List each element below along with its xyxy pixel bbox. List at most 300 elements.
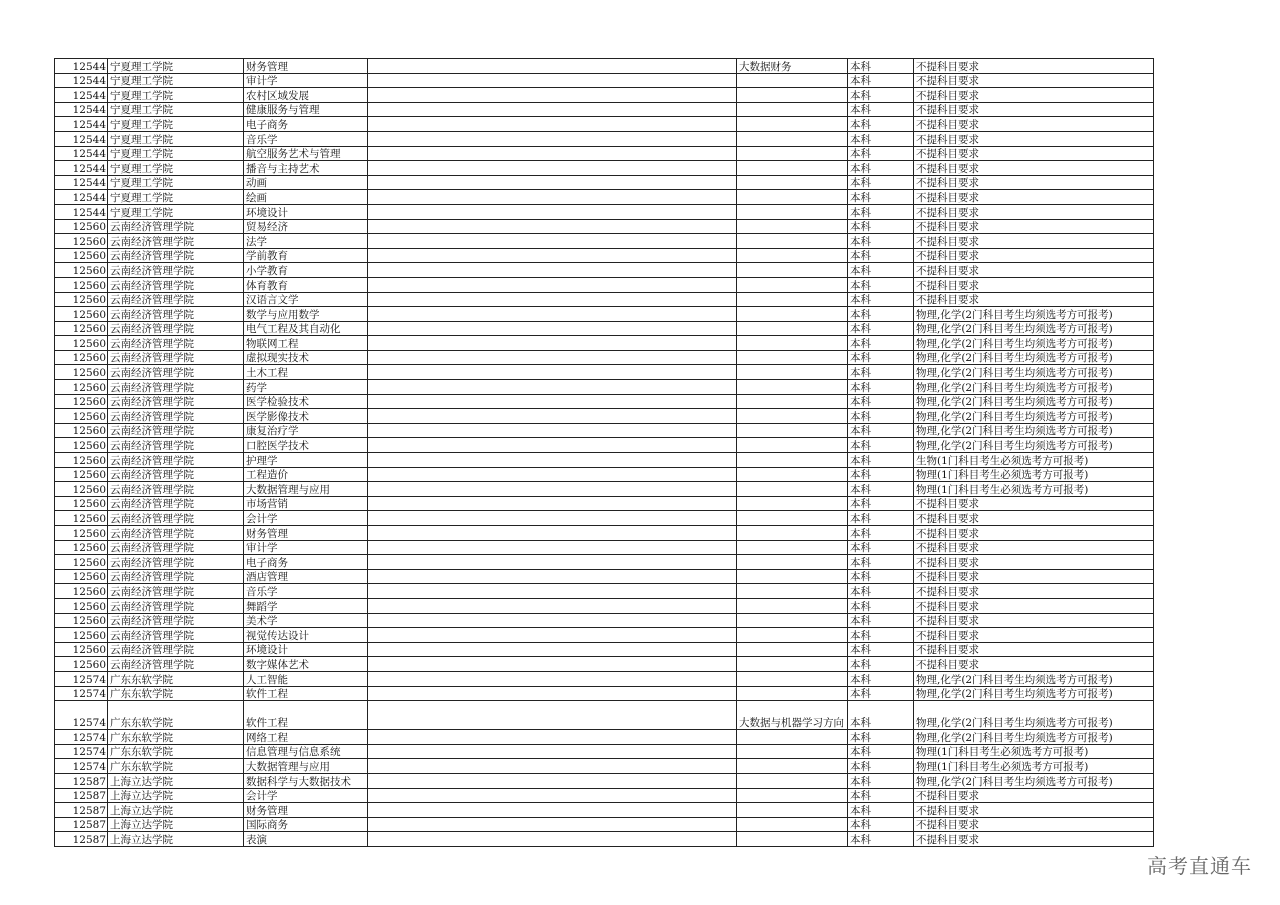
level-cell: 本科 xyxy=(848,350,914,365)
school-name-cell: 云南经济管理学院 xyxy=(108,467,244,482)
major-name-cell: 酒店管理 xyxy=(244,569,368,584)
subject-requirement-cell: 物理,化学(2门科目考生均须选考方可报考) xyxy=(914,773,1154,788)
direction-cell xyxy=(737,657,848,672)
major-name-cell: 口腔医学技术 xyxy=(244,438,368,453)
table-row xyxy=(55,234,1154,249)
table-row xyxy=(55,117,1154,132)
table-row xyxy=(55,657,1154,672)
note-cell xyxy=(368,277,737,292)
subject-requirement-cell: 物理,化学(2门科目考生均须选考方可报考) xyxy=(914,671,1154,686)
note-cell xyxy=(368,832,737,847)
school-code-cell: 12544 xyxy=(55,73,108,88)
major-name-cell: 美术学 xyxy=(244,613,368,628)
note-cell xyxy=(368,394,737,409)
major-name-cell: 小学教育 xyxy=(244,263,368,278)
note-cell xyxy=(368,175,737,190)
school-name-cell: 广东东软学院 xyxy=(108,701,244,730)
school-code-cell: 12560 xyxy=(55,365,108,380)
subject-requirement-cell: 物理,化学(2门科目考生均须选考方可报考) xyxy=(914,409,1154,424)
level-cell: 本科 xyxy=(848,540,914,555)
major-name-cell: 网络工程 xyxy=(244,730,368,745)
direction-cell xyxy=(737,788,848,803)
major-name-cell: 物联网工程 xyxy=(244,336,368,351)
table-row xyxy=(55,744,1154,759)
school-code-cell: 12560 xyxy=(55,555,108,570)
school-name-cell: 广东东软学院 xyxy=(108,730,244,745)
school-code-cell: 12587 xyxy=(55,773,108,788)
table-row xyxy=(55,321,1154,336)
school-code-cell: 12560 xyxy=(55,598,108,613)
table-row xyxy=(55,496,1154,511)
subject-requirement-cell: 不提科目要求 xyxy=(914,511,1154,526)
school-name-cell: 云南经济管理学院 xyxy=(108,365,244,380)
level-cell: 本科 xyxy=(848,73,914,88)
table-row xyxy=(55,88,1154,103)
major-name-cell: 大数据管理与应用 xyxy=(244,482,368,497)
school-name-cell: 云南经济管理学院 xyxy=(108,350,244,365)
note-cell xyxy=(368,380,737,395)
direction-cell xyxy=(737,628,848,643)
table-row xyxy=(55,350,1154,365)
school-name-cell: 云南经济管理学院 xyxy=(108,642,244,657)
subject-requirement-cell: 不提科目要求 xyxy=(914,584,1154,599)
school-code-cell: 12574 xyxy=(55,701,108,730)
level-cell: 本科 xyxy=(848,657,914,672)
table-row xyxy=(55,759,1154,774)
level-cell: 本科 xyxy=(848,248,914,263)
school-code-cell: 12560 xyxy=(55,540,108,555)
school-name-cell: 上海立达学院 xyxy=(108,773,244,788)
direction-cell xyxy=(737,307,848,322)
subject-requirement-cell: 不提科目要求 xyxy=(914,526,1154,541)
school-code-cell: 12560 xyxy=(55,569,108,584)
level-cell: 本科 xyxy=(848,365,914,380)
subject-requirement-cell: 不提科目要求 xyxy=(914,59,1154,74)
note-cell xyxy=(368,73,737,88)
table-row xyxy=(55,190,1154,205)
note-cell xyxy=(368,350,737,365)
direction-cell xyxy=(737,423,848,438)
direction-cell xyxy=(737,832,848,847)
level-cell: 本科 xyxy=(848,380,914,395)
level-cell: 本科 xyxy=(848,453,914,468)
subject-requirement-cell: 不提科目要求 xyxy=(914,598,1154,613)
school-name-cell: 宁夏理工学院 xyxy=(108,59,244,74)
major-name-cell: 土木工程 xyxy=(244,365,368,380)
direction-cell xyxy=(737,467,848,482)
table-row xyxy=(55,336,1154,351)
table-row xyxy=(55,730,1154,745)
school-code-cell: 12560 xyxy=(55,394,108,409)
school-name-cell: 云南经济管理学院 xyxy=(108,569,244,584)
level-cell: 本科 xyxy=(848,701,914,730)
direction-cell xyxy=(737,526,848,541)
school-code-cell: 12560 xyxy=(55,380,108,395)
major-name-cell: 虚拟现实技术 xyxy=(244,350,368,365)
major-name-cell: 贸易经济 xyxy=(244,219,368,234)
major-name-cell: 软件工程 xyxy=(244,701,368,730)
direction-cell xyxy=(737,102,848,117)
school-code-cell: 12560 xyxy=(55,248,108,263)
school-code-cell: 12560 xyxy=(55,496,108,511)
level-cell: 本科 xyxy=(848,482,914,497)
note-cell xyxy=(368,292,737,307)
subject-requirement-cell: 不提科目要求 xyxy=(914,73,1154,88)
subject-requirement-cell: 不提科目要求 xyxy=(914,277,1154,292)
subject-requirement-cell: 不提科目要求 xyxy=(914,496,1154,511)
level-cell: 本科 xyxy=(848,598,914,613)
school-name-cell: 云南经济管理学院 xyxy=(108,234,244,249)
table-row xyxy=(55,146,1154,161)
table-row xyxy=(55,817,1154,832)
direction-cell xyxy=(737,671,848,686)
school-code-cell: 12544 xyxy=(55,175,108,190)
note-cell xyxy=(368,117,737,132)
subject-requirement-cell: 不提科目要求 xyxy=(914,190,1154,205)
table-row xyxy=(55,175,1154,190)
major-name-cell: 电子商务 xyxy=(244,117,368,132)
note-cell xyxy=(368,88,737,103)
subject-requirement-cell: 不提科目要求 xyxy=(914,292,1154,307)
level-cell: 本科 xyxy=(848,423,914,438)
subject-requirement-cell: 不提科目要求 xyxy=(914,146,1154,161)
note-cell xyxy=(368,161,737,176)
major-name-cell: 护理学 xyxy=(244,453,368,468)
note-cell xyxy=(368,467,737,482)
school-code-cell: 12587 xyxy=(55,832,108,847)
direction-cell xyxy=(737,496,848,511)
table-row xyxy=(55,263,1154,278)
school-code-cell: 12560 xyxy=(55,263,108,278)
table-row xyxy=(55,773,1154,788)
major-name-cell: 表演 xyxy=(244,832,368,847)
major-name-cell: 舞蹈学 xyxy=(244,598,368,613)
level-cell: 本科 xyxy=(848,438,914,453)
subject-requirement-cell: 不提科目要求 xyxy=(914,657,1154,672)
major-name-cell: 数据科学与大数据技术 xyxy=(244,773,368,788)
level-cell: 本科 xyxy=(848,555,914,570)
direction-cell xyxy=(737,817,848,832)
note-cell xyxy=(368,204,737,219)
subject-requirement-cell: 不提科目要求 xyxy=(914,540,1154,555)
note-cell xyxy=(368,190,737,205)
direction-cell xyxy=(737,219,848,234)
school-code-cell: 12560 xyxy=(55,219,108,234)
school-name-cell: 云南经济管理学院 xyxy=(108,409,244,424)
school-code-cell: 12560 xyxy=(55,292,108,307)
direction-cell xyxy=(737,482,848,497)
school-name-cell: 云南经济管理学院 xyxy=(108,496,244,511)
school-code-cell: 12560 xyxy=(55,657,108,672)
school-name-cell: 宁夏理工学院 xyxy=(108,73,244,88)
level-cell: 本科 xyxy=(848,686,914,701)
major-name-cell: 康复治疗学 xyxy=(244,423,368,438)
school-name-cell: 上海立达学院 xyxy=(108,803,244,818)
subject-requirement-cell: 不提科目要求 xyxy=(914,117,1154,132)
note-cell xyxy=(368,657,737,672)
school-code-cell: 12560 xyxy=(55,336,108,351)
school-code-cell: 12560 xyxy=(55,350,108,365)
table-row xyxy=(55,686,1154,701)
school-name-cell: 宁夏理工学院 xyxy=(108,175,244,190)
direction-cell xyxy=(737,131,848,146)
direction-cell xyxy=(737,292,848,307)
school-name-cell: 广东东软学院 xyxy=(108,686,244,701)
note-cell xyxy=(368,409,737,424)
level-cell: 本科 xyxy=(848,759,914,774)
subject-requirement-cell: 物理,化学(2门科目考生均须选考方可报考) xyxy=(914,365,1154,380)
level-cell: 本科 xyxy=(848,234,914,249)
subject-requirement-cell: 不提科目要求 xyxy=(914,234,1154,249)
major-name-cell: 环境设计 xyxy=(244,204,368,219)
school-name-cell: 云南经济管理学院 xyxy=(108,628,244,643)
school-code-cell: 12560 xyxy=(55,482,108,497)
table-row xyxy=(55,482,1154,497)
school-name-cell: 云南经济管理学院 xyxy=(108,526,244,541)
direction-cell xyxy=(737,234,848,249)
school-name-cell: 上海立达学院 xyxy=(108,817,244,832)
major-name-cell: 工程造价 xyxy=(244,467,368,482)
level-cell: 本科 xyxy=(848,628,914,643)
subject-requirement-cell: 物理(1门科目考生必须选考方可报考) xyxy=(914,759,1154,774)
note-cell xyxy=(368,248,737,263)
school-code-cell: 12560 xyxy=(55,409,108,424)
note-cell xyxy=(368,321,737,336)
subject-requirement-cell: 物理,化学(2门科目考生均须选考方可报考) xyxy=(914,686,1154,701)
level-cell: 本科 xyxy=(848,788,914,803)
direction-cell: 大数据与机器学习方向 xyxy=(737,701,848,730)
level-cell: 本科 xyxy=(848,613,914,628)
major-name-cell: 审计学 xyxy=(244,540,368,555)
direction-cell xyxy=(737,744,848,759)
subject-requirement-cell: 不提科目要求 xyxy=(914,817,1154,832)
subject-requirement-cell: 物理,化学(2门科目考生均须选考方可报考) xyxy=(914,307,1154,322)
table-row xyxy=(55,161,1154,176)
school-name-cell: 广东东软学院 xyxy=(108,744,244,759)
subject-requirement-cell: 不提科目要求 xyxy=(914,161,1154,176)
school-code-cell: 12544 xyxy=(55,190,108,205)
school-name-cell: 云南经济管理学院 xyxy=(108,555,244,570)
table-row xyxy=(55,131,1154,146)
note-cell xyxy=(368,788,737,803)
school-name-cell: 宁夏理工学院 xyxy=(108,190,244,205)
table-row xyxy=(55,219,1154,234)
school-name-cell: 宁夏理工学院 xyxy=(108,117,244,132)
school-code-cell: 12587 xyxy=(55,817,108,832)
school-name-cell: 云南经济管理学院 xyxy=(108,263,244,278)
level-cell: 本科 xyxy=(848,292,914,307)
note-cell xyxy=(368,803,737,818)
table-row xyxy=(55,292,1154,307)
subject-requirement-cell: 不提科目要求 xyxy=(914,555,1154,570)
direction-cell xyxy=(737,409,848,424)
school-code-cell: 12544 xyxy=(55,131,108,146)
level-cell: 本科 xyxy=(848,817,914,832)
major-name-cell: 电子商务 xyxy=(244,555,368,570)
major-name-cell: 环境设计 xyxy=(244,642,368,657)
direction-cell xyxy=(737,146,848,161)
level-cell: 本科 xyxy=(848,59,914,74)
subject-requirement-cell: 不提科目要求 xyxy=(914,175,1154,190)
school-code-cell: 12574 xyxy=(55,744,108,759)
school-code-cell: 12574 xyxy=(55,759,108,774)
major-name-cell: 软件工程 xyxy=(244,686,368,701)
table-row xyxy=(55,365,1154,380)
school-name-cell: 云南经济管理学院 xyxy=(108,394,244,409)
level-cell: 本科 xyxy=(848,511,914,526)
note-cell xyxy=(368,642,737,657)
direction-cell xyxy=(737,350,848,365)
subject-requirement-cell: 物理(1门科目考生必须选考方可报考) xyxy=(914,467,1154,482)
major-name-cell: 人工智能 xyxy=(244,671,368,686)
direction-cell xyxy=(737,773,848,788)
school-name-cell: 宁夏理工学院 xyxy=(108,204,244,219)
level-cell: 本科 xyxy=(848,832,914,847)
school-code-cell: 12544 xyxy=(55,204,108,219)
direction-cell xyxy=(737,277,848,292)
school-code-cell: 12544 xyxy=(55,59,108,74)
direction-cell xyxy=(737,117,848,132)
note-cell xyxy=(368,555,737,570)
school-code-cell: 12587 xyxy=(55,803,108,818)
school-code-cell: 12544 xyxy=(55,117,108,132)
note-cell xyxy=(368,336,737,351)
major-name-cell: 音乐学 xyxy=(244,584,368,599)
major-name-cell: 动画 xyxy=(244,175,368,190)
school-name-cell: 云南经济管理学院 xyxy=(108,613,244,628)
school-code-cell: 12560 xyxy=(55,511,108,526)
table-row xyxy=(55,73,1154,88)
school-name-cell: 云南经济管理学院 xyxy=(108,321,244,336)
note-cell xyxy=(368,584,737,599)
level-cell: 本科 xyxy=(848,204,914,219)
table-row xyxy=(55,453,1154,468)
school-code-cell: 12560 xyxy=(55,307,108,322)
direction-cell xyxy=(737,248,848,263)
school-name-cell: 上海立达学院 xyxy=(108,788,244,803)
school-code-cell: 12560 xyxy=(55,613,108,628)
school-name-cell: 云南经济管理学院 xyxy=(108,423,244,438)
subject-requirement-cell: 不提科目要求 xyxy=(914,613,1154,628)
note-cell xyxy=(368,423,737,438)
level-cell: 本科 xyxy=(848,642,914,657)
direction-cell xyxy=(737,569,848,584)
note-cell xyxy=(368,511,737,526)
level-cell: 本科 xyxy=(848,496,914,511)
direction-cell xyxy=(737,321,848,336)
table-row xyxy=(55,307,1154,322)
subject-requirement-cell: 物理,化学(2门科目考生均须选考方可报考) xyxy=(914,336,1154,351)
school-name-cell: 广东东软学院 xyxy=(108,759,244,774)
watermark-text: 高考直通车 xyxy=(1147,854,1252,878)
level-cell: 本科 xyxy=(848,394,914,409)
school-name-cell: 云南经济管理学院 xyxy=(108,219,244,234)
school-name-cell: 云南经济管理学院 xyxy=(108,482,244,497)
school-name-cell: 云南经济管理学院 xyxy=(108,292,244,307)
table-row xyxy=(55,803,1154,818)
table-row xyxy=(55,409,1154,424)
subject-requirement-cell: 不提科目要求 xyxy=(914,628,1154,643)
subject-requirement-cell: 不提科目要求 xyxy=(914,569,1154,584)
subject-requirement-cell: 不提科目要求 xyxy=(914,102,1154,117)
table-row xyxy=(55,788,1154,803)
school-name-cell: 云南经济管理学院 xyxy=(108,336,244,351)
major-name-cell: 视觉传达设计 xyxy=(244,628,368,643)
school-name-cell: 云南经济管理学院 xyxy=(108,380,244,395)
table-row xyxy=(55,598,1154,613)
level-cell: 本科 xyxy=(848,263,914,278)
major-name-cell: 数学与应用数学 xyxy=(244,307,368,322)
level-cell: 本科 xyxy=(848,161,914,176)
direction-cell xyxy=(737,336,848,351)
subject-requirement-cell: 不提科目要求 xyxy=(914,204,1154,219)
table-row xyxy=(55,569,1154,584)
school-name-cell: 云南经济管理学院 xyxy=(108,277,244,292)
table-row xyxy=(55,423,1154,438)
table-row xyxy=(55,555,1154,570)
table-row xyxy=(55,438,1154,453)
school-code-cell: 12544 xyxy=(55,146,108,161)
major-name-cell: 电气工程及其自动化 xyxy=(244,321,368,336)
direction-cell xyxy=(737,73,848,88)
major-name-cell: 法学 xyxy=(244,234,368,249)
table-row xyxy=(55,671,1154,686)
school-code-cell: 12574 xyxy=(55,686,108,701)
direction-cell xyxy=(737,88,848,103)
school-name-cell: 宁夏理工学院 xyxy=(108,161,244,176)
direction-cell xyxy=(737,598,848,613)
note-cell xyxy=(368,365,737,380)
note-cell xyxy=(368,59,737,74)
subject-requirement-cell: 不提科目要求 xyxy=(914,832,1154,847)
level-cell: 本科 xyxy=(848,88,914,103)
note-cell xyxy=(368,686,737,701)
school-code-cell: 12560 xyxy=(55,467,108,482)
note-cell xyxy=(368,759,737,774)
level-cell: 本科 xyxy=(848,277,914,292)
note-cell xyxy=(368,773,737,788)
school-code-cell: 12560 xyxy=(55,642,108,657)
note-cell xyxy=(368,540,737,555)
note-cell xyxy=(368,671,737,686)
table-row xyxy=(55,540,1154,555)
note-cell xyxy=(368,146,737,161)
level-cell: 本科 xyxy=(848,321,914,336)
table-row xyxy=(55,613,1154,628)
major-name-cell: 绘画 xyxy=(244,190,368,205)
subject-requirement-cell: 不提科目要求 xyxy=(914,248,1154,263)
level-cell: 本科 xyxy=(848,744,914,759)
direction-cell xyxy=(737,263,848,278)
school-name-cell: 宁夏理工学院 xyxy=(108,131,244,146)
subject-requirement-cell: 不提科目要求 xyxy=(914,263,1154,278)
admission-requirements-table xyxy=(54,58,1154,847)
school-code-cell: 12560 xyxy=(55,628,108,643)
level-cell: 本科 xyxy=(848,671,914,686)
level-cell: 本科 xyxy=(848,219,914,234)
school-code-cell: 12560 xyxy=(55,234,108,249)
direction-cell xyxy=(737,540,848,555)
subject-requirement-cell: 物理(1门科目考生必须选考方可报考) xyxy=(914,744,1154,759)
major-name-cell: 数字媒体艺术 xyxy=(244,657,368,672)
level-cell: 本科 xyxy=(848,467,914,482)
subject-requirement-cell: 物理,化学(2门科目考生均须选考方可报考) xyxy=(914,321,1154,336)
note-cell xyxy=(368,817,737,832)
level-cell: 本科 xyxy=(848,730,914,745)
direction-cell xyxy=(737,453,848,468)
note-cell xyxy=(368,598,737,613)
subject-requirement-cell: 物理,化学(2门科目考生均须选考方可报考) xyxy=(914,730,1154,745)
